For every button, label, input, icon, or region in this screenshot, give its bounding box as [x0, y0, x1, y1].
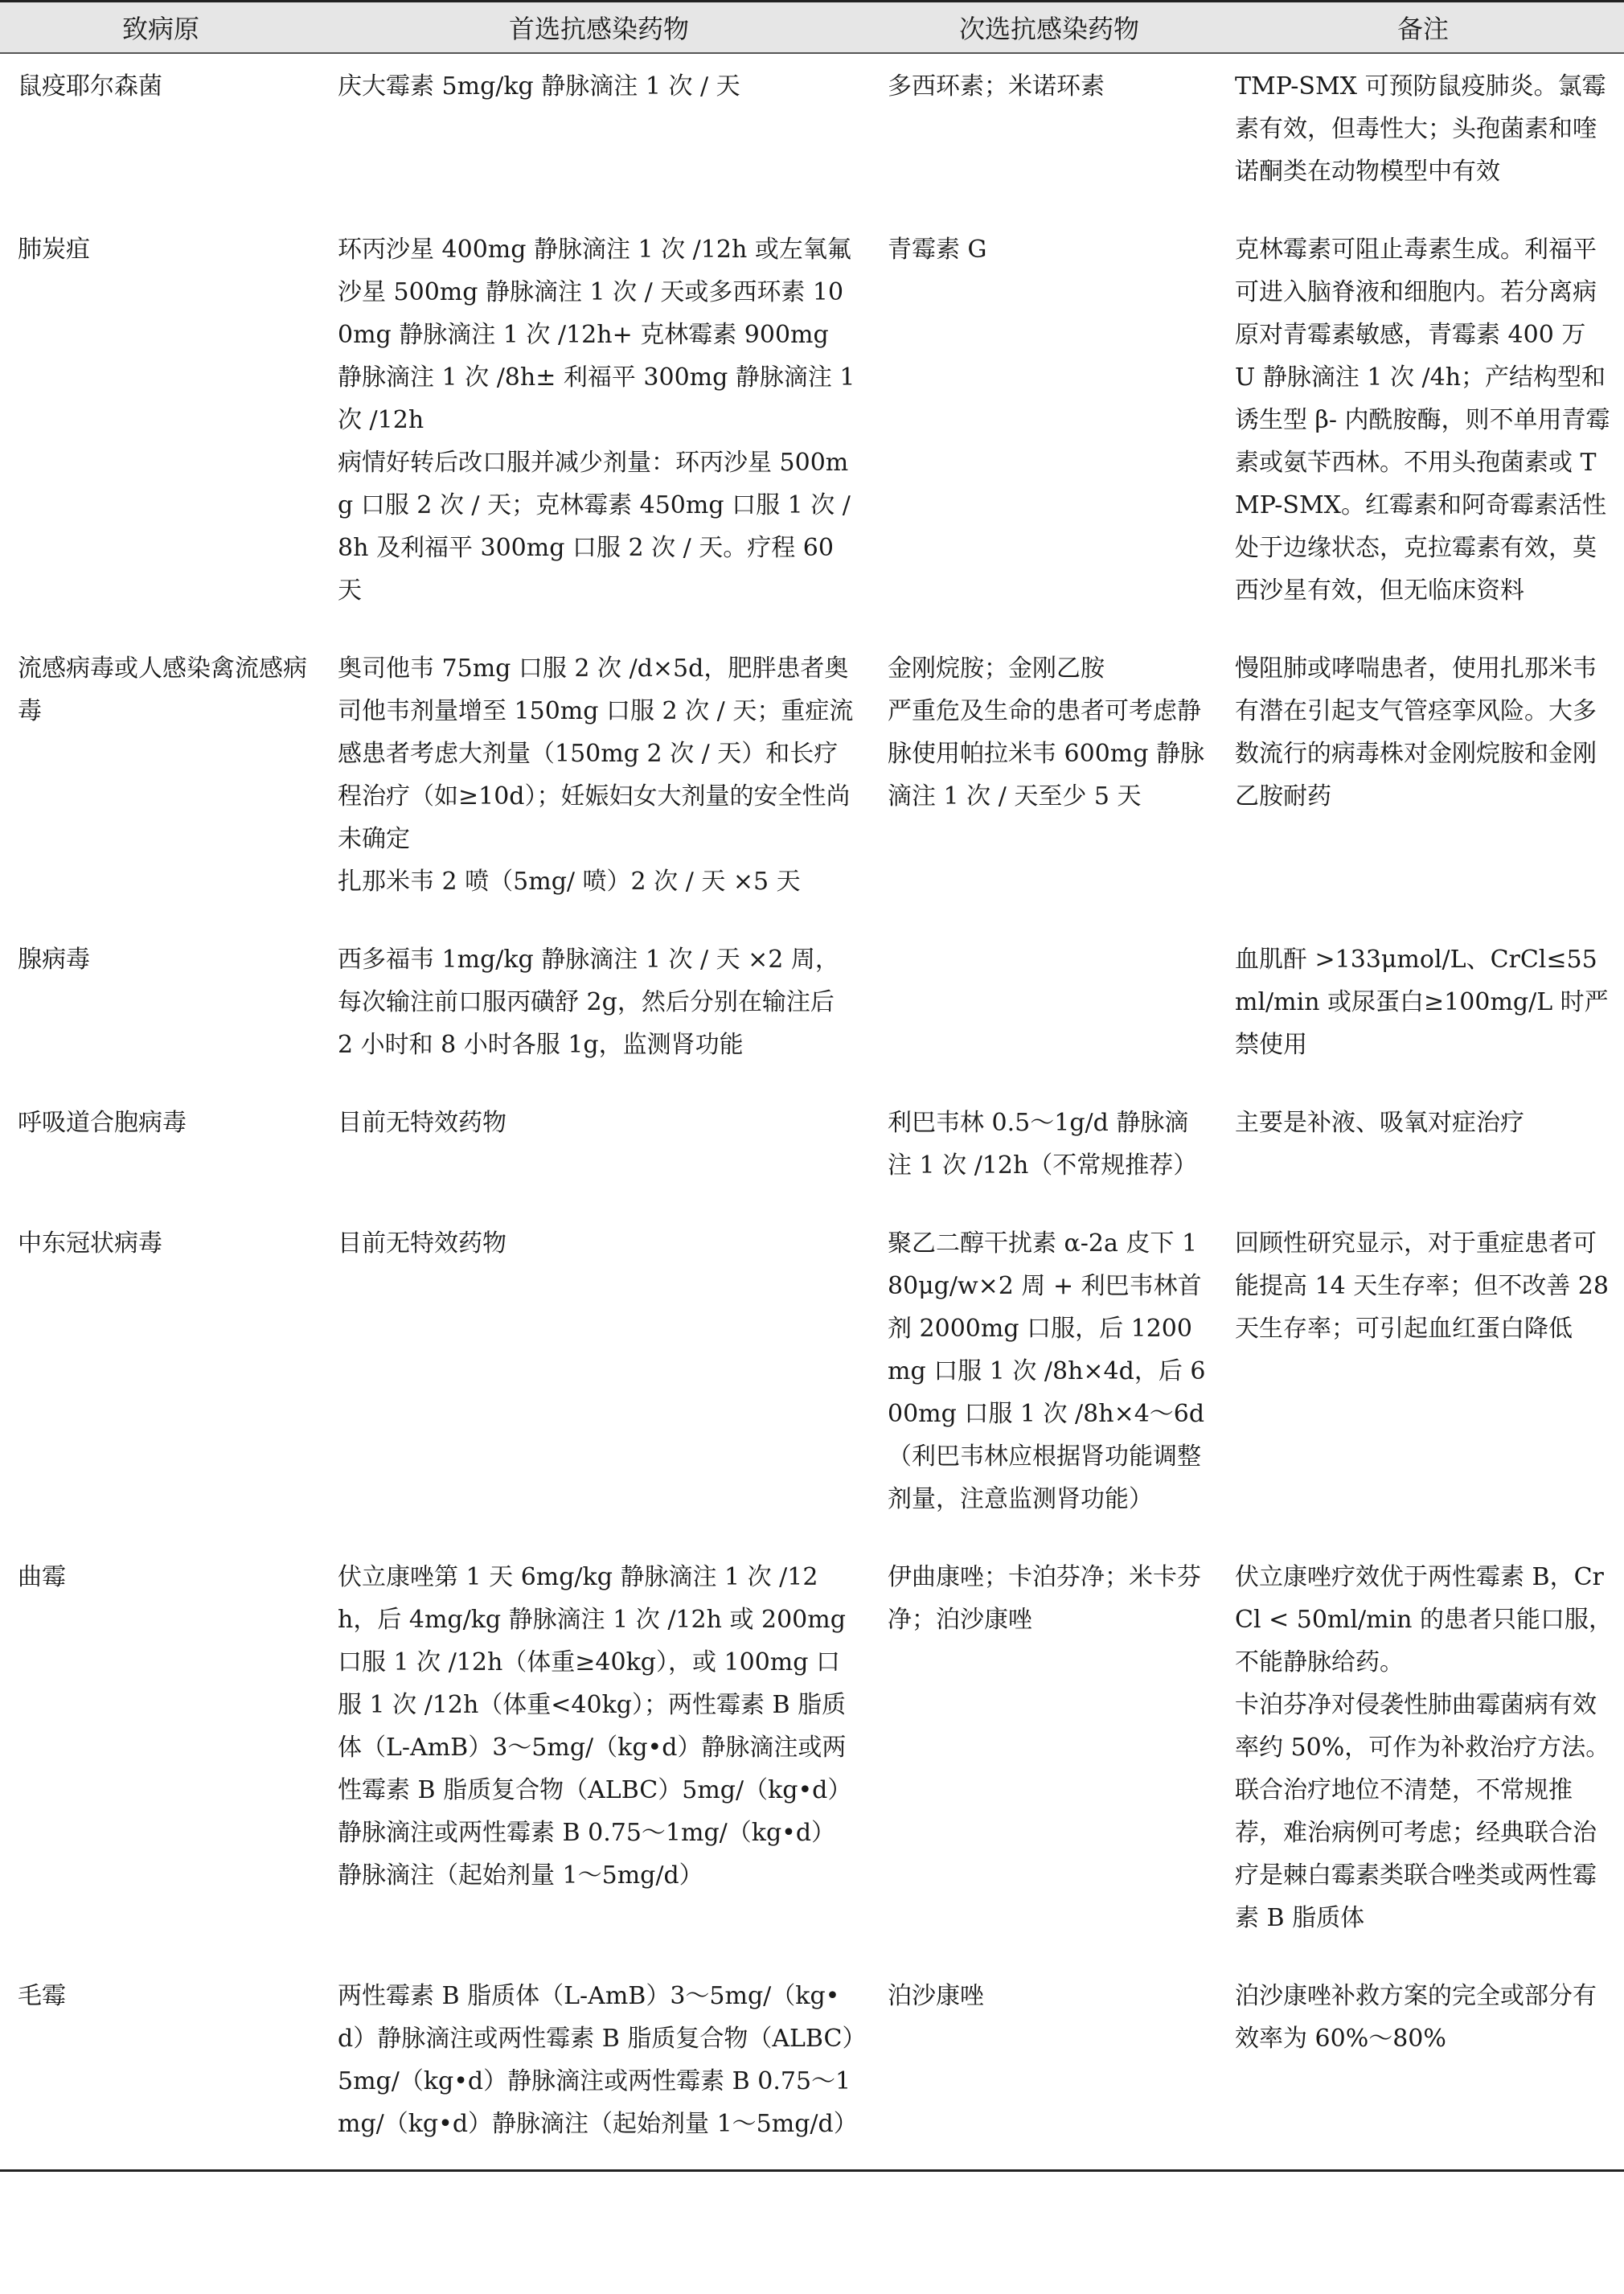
header-pathogen: 致病原 — [0, 2, 322, 54]
cell-second-choice-paragraph: 严重危及生命的患者可考虑静脉使用帕拉米韦 600mg 静脉滴注 1 次 / 天至少 5 天 — [888, 697, 1204, 810]
cell-first-choice-paragraph: 目前无特效药物 — [338, 1229, 506, 1258]
cell-pathogen: 中东冠状病毒 — [18, 1229, 162, 1258]
cell-pathogen: 肺炭疽 — [18, 236, 90, 264]
cell-notes-paragraph: 慢阻肺或哮喘患者，使用扎那米韦有潜在引起支气管痉挛风险。大多数流行的病毒株对金刚烷胺和金刚乙胺耐药 — [1235, 655, 1597, 810]
cell-notes — [1222, 1211, 1624, 1545]
cell-pathogen: 曲霉 — [18, 1563, 66, 1591]
header-second-choice: 次选抗感染药物 — [876, 2, 1222, 54]
header-first-choice: 首选抗感染药物 — [322, 2, 876, 54]
table-row — [0, 1964, 1624, 2171]
cell-first-choice-paragraph: 病情好转后改口服并减少剂量：环丙沙星 500mg 口服 2 次 / 天；克林霉素 450mg 口服 1 次 /8h 及利福平 300mg 口服 2 次 / 天。疗程 60 天 — [338, 449, 851, 605]
cell-pathogen: 鼠疫耶尔森菌 — [18, 72, 162, 101]
header-row — [0, 2, 1624, 54]
cell-notes — [1222, 636, 1624, 927]
cell-notes — [1222, 53, 1624, 217]
cell-first-choice — [322, 1545, 876, 1964]
cell-second-choice-paragraph: 泊沙康唑 — [888, 1982, 984, 2010]
table-row — [0, 1545, 1624, 1964]
cell-notes-paragraph: 克林霉素可阻止毒素生成。利福平可进入脑脊液和细胞内。若分离病原对青霉素敏感，青霉素 400 万 U 静脉滴注 1 次 /4h；产结构型和诱生型 β- 内酰胺酶，则不单用青霉素或氨苄西林。不用头孢菌素或 TMP-SMX。红霉素和阿奇霉素活性处于边缘状态，克拉霉素有效，莫西沙星有效，但无临床资料 — [1235, 236, 1610, 605]
cell-second-choice — [876, 53, 1222, 217]
cell-second-choice-paragraph: 金刚烷胺；金刚乙胺 — [888, 655, 1105, 683]
cell-second-choice — [876, 927, 1222, 1090]
cell-second-choice — [876, 217, 1222, 636]
cell-second-choice-paragraph: 利巴韦林 0.5～1g/d 静脉滴注 1 次 /12h（不常规推荐） — [888, 1109, 1198, 1180]
header-notes: 备注 — [1222, 2, 1624, 54]
cell-first-choice — [322, 636, 876, 927]
cell-notes-paragraph: 回顾性研究显示，对于重症患者可能提高 14 天生存率；但不改善 28 天生存率；可引起血红蛋白降低 — [1235, 1229, 1609, 1343]
cell-second-choice-paragraph: 青霉素 G — [888, 236, 987, 264]
cell-pathogen: 流感病毒或人感染禽流感病毒 — [18, 655, 307, 725]
table-row — [0, 217, 1624, 636]
cell-first-choice-paragraph: 西多福韦 1mg/kg 静脉滴注 1 次 / 天 ×2 周，每次输注前口服丙磺舒 2g，然后分别在输注后 2 小时和 8 小时各服 1g，监测肾功能 — [338, 946, 839, 1059]
cell-first-choice — [322, 217, 876, 636]
cell-second-choice — [876, 1545, 1222, 1964]
cell-first-choice-paragraph: 目前无特效药物 — [338, 1109, 506, 1137]
cell-notes-paragraph: 联合治疗地位不清楚，不常规推荐，难治病例可考虑；经典联合治疗是棘白霉素类联合唑类或两性霉素 B 脂质体 — [1235, 1776, 1597, 1932]
cell-first-choice — [322, 1964, 876, 2171]
cell-second-choice-paragraph: 伊曲康唑；卡泊芬净；米卡芬净；泊沙康唑 — [888, 1563, 1201, 1634]
cell-second-choice — [876, 1964, 1222, 2171]
cell-pathogen: 毛霉 — [0, 1964, 322, 2171]
cell-first-choice-paragraph: 扎那米韦 2 喷（5mg/ 喷）2 次 / 天 ×5 天 — [338, 868, 801, 896]
cell-second-choice-paragraph: 聚乙二醇干扰素 α-2a 皮下 180μg/w×2 周 + 利巴韦林首剂 2000mg 口服，后 1200mg 口服 1 次 /8h×4d，后 600mg 口服 1 次 /8h×4～6d（利巴韦林应根据肾功能调整剂量，注意监测肾功能） — [888, 1229, 1206, 1513]
cell-first-choice-paragraph: 两性霉素 B 脂质体（L-AmB）3～5mg/（kg•d）静脉滴注或两性霉素 B 脂质复合物（ALBC）5mg/（kg•d）静脉滴注或两性霉素 B 0.75～1mg/（kg•d）静脉滴注（起始剂量 1～5mg/d） — [338, 1982, 858, 2138]
cell-first-choice-paragraph: 庆大霉素 5mg/kg 静脉滴注 1 次 / 天 — [338, 72, 740, 101]
cell-notes-paragraph: 血肌酐 >133μmol/L、CrCl≤55ml/min 或尿蛋白≥100mg/L 时严禁使用 — [1235, 946, 1609, 1059]
cell-notes — [1222, 1964, 1624, 2171]
table-row — [0, 1090, 1624, 1211]
cell-first-choice-paragraph: 伏立康唑第 1 天 6mg/kg 静脉滴注 1 次 /12h，后 4mg/kg 静脉滴注 1 次 /12h 或 200mg 口服 1 次 /12h（体重≥40kg），或 100mg 口服 1 次 /12h（体重<40kg）；两性霉素 B 脂质体（L-AmB）3～5mg/（kg•d）静脉滴注或两性霉素 B 脂质复合物（ALBC）5mg/（kg•d）静脉滴注或两性霉素 B 0.75～1mg/（kg•d）静脉滴注（起始剂量 1～5mg/d） — [338, 1563, 852, 1890]
table-header — [0, 2, 1624, 54]
cell-notes-paragraph: 主要是补液、吸氧对症治疗 — [1235, 1109, 1524, 1137]
cell-notes — [1222, 927, 1624, 1090]
cell-notes-paragraph: 伏立康唑疗效优于两性霉素 B，CrCl < 50ml/min 的患者只能口服，不能静脉给药。 — [1235, 1563, 1613, 1676]
cell-pathogen: 腺病毒 — [18, 946, 90, 974]
cell-second-choice-paragraph: 多西环素；米诺环素 — [888, 72, 1105, 101]
cell-notes — [1222, 1090, 1624, 1211]
cell-second-choice — [876, 636, 1222, 927]
cell-notes — [1222, 1545, 1624, 1964]
cell-second-choice — [876, 1211, 1222, 1545]
table-row — [0, 1211, 1624, 1545]
table-body — [0, 53, 1624, 2171]
cell-pathogen: 呼吸道合胞病毒 — [18, 1109, 187, 1137]
cell-second-choice — [876, 1090, 1222, 1211]
cell-notes-paragraph: TMP-SMX 可预防鼠疫肺炎。氯霉素有效，但毒性大；头孢菌素和喹诺酮类在动物模型中有效 — [1235, 72, 1606, 186]
cell-first-choice — [322, 1090, 876, 1211]
cell-first-choice — [322, 1211, 876, 1545]
cell-notes-paragraph: 泊沙康唑补救方案的完全或部分有效率为 60%～80% — [1235, 1982, 1597, 2053]
cell-first-choice-paragraph: 环丙沙星 400mg 静脉滴注 1 次 /12h 或左氧氟沙星 500mg 静脉滴注 1 次 / 天或多西环素 100mg 静脉滴注 1 次 /12h+ 克林霉素 900mg 静脉滴注 1 次 /8h± 利福平 300mg 静脉滴注 1 次 /12h — [338, 236, 855, 434]
table-row — [0, 927, 1624, 1090]
table-row — [0, 53, 1624, 217]
cell-first-choice — [322, 53, 876, 217]
cell-first-choice — [322, 927, 876, 1090]
cell-first-choice-paragraph: 奥司他韦 75mg 口服 2 次 /d×5d，肥胖患者奥司他韦剂量增至 150mg 口服 2 次 / 天；重症流感患者考虑大剂量（150mg 2 次 / 天）和长疗程治疗（如≥10d）；妊娠妇女大剂量的安全性尚未确定 — [338, 655, 854, 853]
cell-notes-paragraph: 卡泊芬净对侵袭性肺曲霉菌病有效率约 50%，可作为补救治疗方法。 — [1235, 1691, 1610, 1762]
cell-notes — [1222, 217, 1624, 636]
table-row — [0, 636, 1624, 927]
